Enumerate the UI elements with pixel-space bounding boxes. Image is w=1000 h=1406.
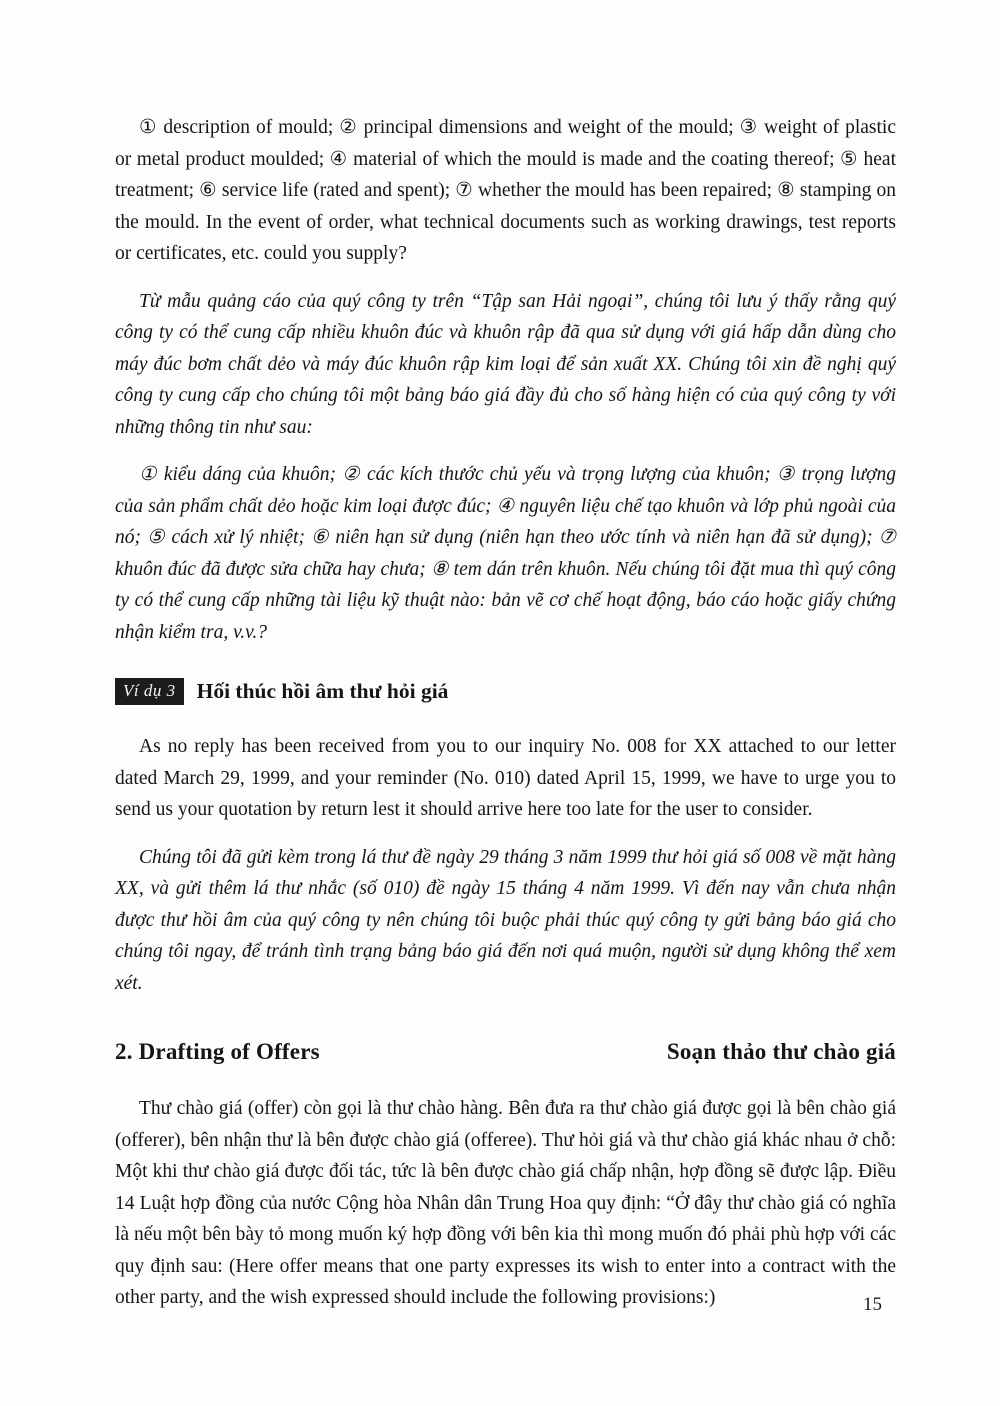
page-content (115, 112, 896, 1330)
section-heading-vietnamese: Soạn thảo thư chào giá (666, 1039, 896, 1064)
page-number: 15 (863, 1294, 882, 1315)
paragraph-english-inquiry-items: ① description of mould; ② principal dimensions and weight of the mould; ③ weight of plastic or metal product moulded; ④ material of which the mould is made and the coating thereof; ⑤ heat treatment; ⑥ service life (rated and spent); ⑦ whether the mould has been repaired; ⑧ stamping on the mould. In the event of order, what technical documents such as working drawings, test reports or certificates, etc. could you supply? (115, 117, 896, 264)
paragraph-english-urge-reply: As no reply has been received from you to our inquiry No. 008 for XX attached to our letter dated March 29, 1999, and your reminder (No. 010) dated April 15, 1999, we have to urge you to send us your quotation by return lest it should arrive here too late for the user to consider. (115, 736, 896, 820)
paragraph-vietnamese-offer-intro: Thư chào giá (offer) còn gọi là thư chào hàng. Bên đưa ra thư chào giá được gọi là bên chào giá (offerer), bên nhận thư là bên được chào giá (offeree). Thư hỏi giá và thư chào giá khác nhau ở chỗ: Một khi thư chào giá được đối tác, tức là bên được chào giá chấp nhận, hợp đồng sẽ được lập. Điều 14 Luật hợp đồng của nước Cộng hòa Nhân dân Trung Hoa quy định: “Ở đây thư chào giá có nghĩa là nếu một bên bày tỏ mong muốn ký hợp đồng với bên kia thì mong muốn đó phải phù hợp với các quy định sau: (Here offer means that one party expresses its wish to enter into a contract with the other party, and the wish expressed should include the following provisions:) (115, 1098, 896, 1308)
paragraph-vietnamese-advertisement: Từ mẫu quảng cáo của quý công ty trên “Tập san Hải ngoại”, chúng tôi lưu ý thấy rằng quý công ty có thể cung cấp nhiều khuôn đúc và khuôn rập đã qua sử dụng với giá hấp dẫn dùng cho máy đúc bơm chất dẻo và máy đúc khuôn rập kim loại để sản xuất XX. Chúng tôi xin đề nghị quý công ty cung cấp cho chúng tôi một bảng báo giá đầy đủ cho số hàng hiện có của quý công ty với những thông tin như sau: (115, 290, 896, 438)
section-heading (115, 1039, 896, 1065)
example-heading (115, 678, 896, 705)
example-badge: Ví dụ 3 (115, 678, 184, 705)
paragraph-vietnamese-inquiry-items: ① kiểu dáng của khuôn; ② các kích thước chủ yếu và trọng lượng của khuôn; ③ trọng lượng của sản phẩm chất dẻo hoặc kim loại được đúc; ④ nguyên liệu chế tạo khuôn và lớp phủ ngoài của nó; ⑤ cách xử lý nhiệt; ⑥ niên hạn sử dụng (niên hạn theo ước tính và niên hạn đã sử dụng); ⑦ khuôn đúc đã được sửa chữa hay chưa; ⑧ tem dán trên khuôn. Nếu chúng tôi đặt mua thì quý công ty có thể cung cấp những tài liệu kỹ thuật nào: bản vẽ cơ chế hoạt động, báo cáo hoặc giấy chứng nhận kiểm tra, v.v.? (115, 464, 896, 643)
example-title: Hối thúc hồi âm thư hỏi giá (196, 679, 449, 703)
section-heading-english: 2. Drafting of Offers (115, 1039, 320, 1064)
paragraph-vietnamese-urge-reply: Chúng tôi đã gửi kèm trong lá thư đề ngày 29 tháng 3 năm 1999 thư hỏi giá số 008 về mặt hàng XX, và gửi thêm lá thư nhắc (số 010) đề ngày 15 tháng 4 năm 1999. Vì đến nay vẫn chưa nhận được thư hồi âm của quý công ty nên chúng tôi buộc phải thúc quý công ty gửi bảng báo giá cho chúng tôi ngay, để tránh tình trạng bảng báo giá đến nơi quá muộn, người sử dụng không thể xem xét. (115, 846, 896, 994)
